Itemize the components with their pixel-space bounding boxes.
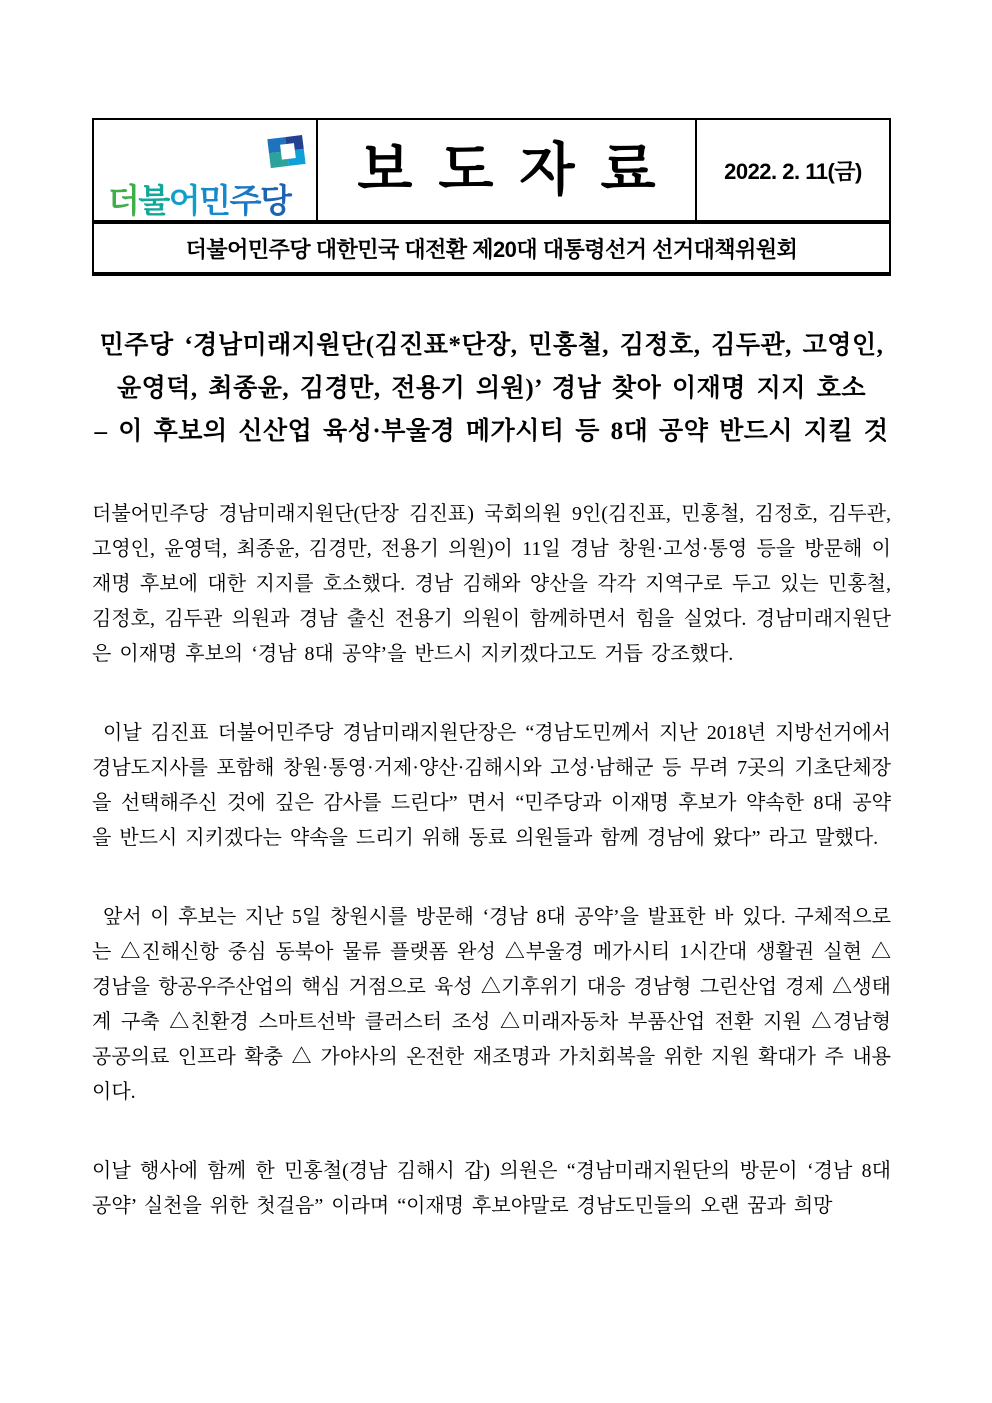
logo-char: 민 — [199, 182, 230, 219]
party-logo-cell — [94, 120, 318, 220]
doc-type-title: 보도자료 — [357, 137, 682, 202]
paragraph-2: 이날 김진표 더불어민주당 경남미래지원단장은 “경남도민께서 지난 2018년 지방선거에서 경남도지사를 포함해 창원·통영·거제·양산·김해시와 고성·남해군 등 무려 7곳의 기초단체장을 선택해주신 것에 깊은 감사를 드린다” 면서 “민주당과 이재명 후보가 약속한 8대 공약을 반드시 지키겠다는 약속을 드리기 위해 동료 의원들과 함께 경남에 왔다” 라고 말했다. — [92, 722, 891, 849]
party-flag-icon — [264, 130, 310, 174]
headline-line-1: 민주당 ‘경남미래지원단(김진표*단장, 민홍철, 김정호, 김두관, 고영인, — [99, 332, 884, 359]
logo-char: 불 — [138, 182, 169, 219]
paragraph-4: 이날 행사에 함께 한 민홍철(경남 김해시 갑) 의원은 “경남미래지원단의 방문이 ‘경남 8대 공약’ 실천을 위한 첫걸음” 이라며 “이재명 후보야말로 경남도민들의 오랜 꿈과 희망 — [92, 1160, 891, 1217]
release-date: 2022. 2. 11(금) — [724, 158, 862, 184]
logo-char: 당 — [259, 182, 291, 219]
article-body — [92, 497, 891, 1268]
headline-line-3: – 이 후보의 신산업 육성·부울경 메가시티 등 8대 공약 반드시 지킬 것 — [94, 418, 889, 445]
paragraph-3: 앞서 이 후보는 지난 5일 창원시를 방문해 ‘경남 8대 공약’을 발표한 바 있다. 구체적으로는 △진해신항 중심 동북아 물류 플랫폼 완성 △부울경 메가시티 1시간대 생활권 실현 △경남을 항공우주산업의 핵심 거점으로 육성 △기후위기 대응 경남형 그린산업 경제 △생태계 구축 △친환경 스마트선박 클러스터 조성 △미래자동차 부품산업 전환 지원 △경남형 공공의료 인프라 확충 △ 가야사의 온전한 재조명과 가치회복을 위한 지원 확대가 주 내용이다. — [92, 906, 891, 1103]
header-table — [92, 118, 891, 276]
date-cell — [697, 120, 889, 220]
logo-char: 주 — [229, 182, 260, 219]
headline — [92, 324, 891, 453]
paragraph-1: 더불어민주당 경남미래지원단(단장 김진표) 국회의원 9인(김진표, 민홍철, 김정호, 김두관, 고영인, 윤영덕, 최종윤, 김경만, 전용기 의원)이 11일 경남 창원·고성·통영 등을 방문해 이재명 후보에 대한 지지를 호소했다. 경남 김해와 양산을 각각 지역구로 두고 있는 민홍철, 김정호, 김두관 의원과 경남 출신 전용기 의원이 함께하면서 힘을 실었다. 경남미래지원단은 이재명 후보의 ‘경남 8대 공약’을 반드시 지키겠다고도 거듭 강조했다. — [92, 503, 891, 665]
logo-char: 더 — [108, 182, 139, 219]
committee-subtitle-row — [94, 220, 889, 272]
party-logo-wordmark — [108, 184, 290, 217]
header-top-row — [94, 120, 889, 220]
committee-subtitle: 더불어민주당 대한민국 대전환 제20대 대통령선거 선거대책위원회 — [185, 236, 798, 262]
logo-char: 어 — [168, 182, 200, 219]
headline-line-2: 윤영덕, 최종윤, 김경만, 전용기 의원)’ 경남 찾아 이재명 지지 호소 — [116, 375, 867, 402]
doc-type-cell — [318, 120, 697, 220]
